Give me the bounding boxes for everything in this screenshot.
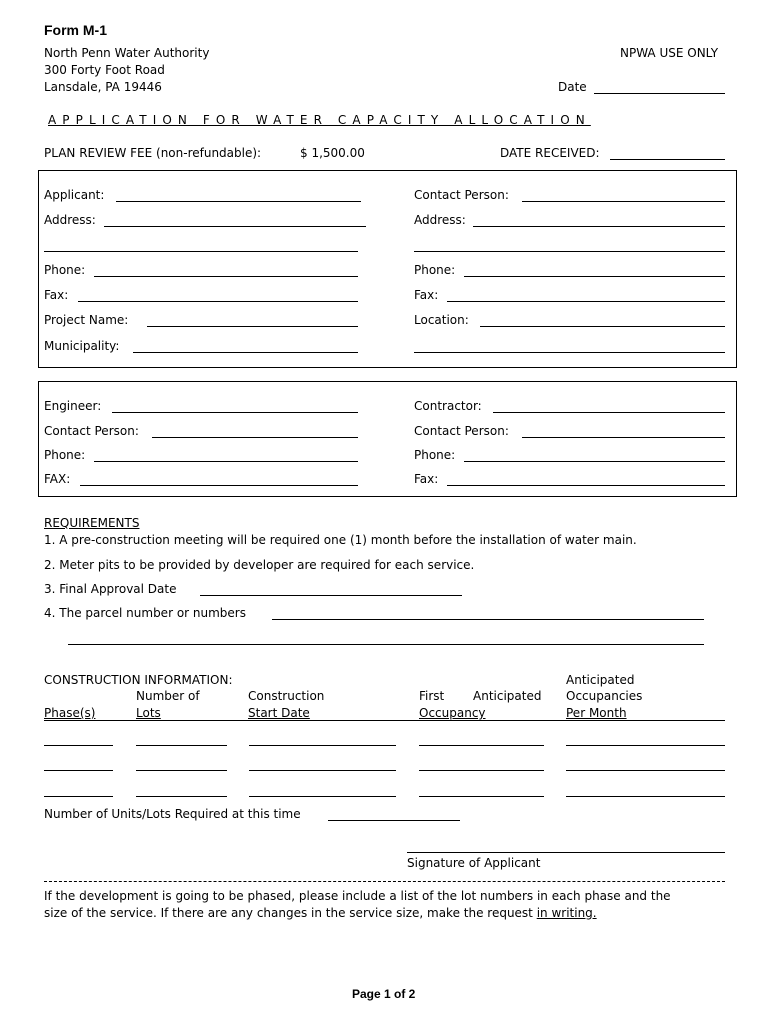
engineer-field[interactable]	[112, 412, 358, 413]
applicant-label: Applicant:	[44, 188, 105, 202]
occupancies-field-2[interactable]	[566, 770, 725, 771]
note-line1: If the development is going to be phased, please include a list of the lot numbers in each phase and the	[44, 889, 671, 903]
col-occ-line3: Per Month	[566, 706, 627, 720]
contractor-label: Contractor:	[414, 399, 482, 413]
parcel-number-field-2[interactable]	[68, 644, 704, 645]
parcel-number-field[interactable]	[272, 619, 704, 620]
use-only-label: NPWA USE ONLY	[620, 46, 719, 60]
col-start-line2: Start Date	[248, 706, 310, 720]
units-required-label: Number of Units/Lots Required at this time	[44, 807, 301, 821]
location-label: Location:	[414, 313, 469, 327]
final-approval-date-field[interactable]	[200, 595, 462, 596]
fax-field[interactable]	[78, 301, 358, 302]
col-first-line2: Anticipated	[473, 689, 542, 703]
municipality-label: Municipality:	[44, 339, 120, 353]
contact-address-field-2[interactable]	[414, 251, 725, 252]
page-number: Page 1 of 2	[352, 987, 416, 1001]
location-field[interactable]	[480, 326, 725, 327]
form-id: Form M-1	[44, 22, 107, 38]
requirements-heading: REQUIREMENTS	[44, 516, 140, 530]
contact-person-label: Contact Person:	[414, 188, 509, 202]
requirement-item-1: 1. A pre-construction meeting will be required one (1) month before the installation of water main.	[44, 533, 637, 547]
municipality-field[interactable]	[133, 352, 358, 353]
col-lots-line2: Lots	[136, 706, 161, 720]
construction-header-rule	[44, 720, 725, 721]
location-field-2[interactable]	[414, 352, 725, 353]
requirement-item-3: 3. Final Approval Date	[44, 582, 177, 596]
signature-label: Signature of Applicant	[407, 856, 541, 870]
lots-field-2[interactable]	[136, 770, 227, 771]
fee-label: PLAN REVIEW FEE (non-refundable):	[44, 146, 262, 160]
contact-phone-label: Phone:	[414, 263, 456, 277]
project-name-label: Project Name:	[44, 313, 129, 327]
col-first-line3: Occupancy	[419, 706, 486, 720]
contact-address-label: Address:	[414, 213, 466, 227]
signature-field[interactable]	[407, 852, 725, 853]
phone-label: Phone:	[44, 263, 86, 277]
engineer-phone-label: Phone:	[44, 448, 86, 462]
contractor-phone-label: Phone:	[414, 448, 456, 462]
col-phase: Phase(s)	[44, 706, 96, 720]
engineer-phone-field[interactable]	[94, 461, 358, 462]
contractor-contact-field[interactable]	[522, 437, 725, 438]
phase-field-1[interactable]	[44, 745, 113, 746]
contractor-fax-label: Fax:	[414, 472, 439, 486]
engineer-label: Engineer:	[44, 399, 102, 413]
engineer-contact-label: Contact Person:	[44, 424, 139, 438]
phase-field-3[interactable]	[44, 796, 113, 797]
col-first-line1: First	[419, 689, 445, 703]
contractor-fax-field[interactable]	[447, 485, 725, 486]
start-date-field-3[interactable]	[249, 796, 396, 797]
contact-person-field[interactable]	[522, 201, 725, 202]
start-date-field-1[interactable]	[249, 745, 396, 746]
engineer-box	[38, 381, 737, 497]
first-occupancy-field-1[interactable]	[419, 745, 544, 746]
note-line2-text: size of the service. If there are any changes in the service size, make the request	[44, 906, 537, 920]
date-label: Date	[558, 80, 587, 94]
org-address-line2: Lansdale, PA 19446	[44, 80, 162, 94]
lots-field-1[interactable]	[136, 745, 227, 746]
col-occ-line2: Occupancies	[566, 689, 643, 703]
phase-field-2[interactable]	[44, 770, 113, 771]
date-field[interactable]	[594, 93, 725, 94]
requirement-item-2: 2. Meter pits to be provided by developer are required for each service.	[44, 558, 475, 572]
address-label: Address:	[44, 213, 96, 227]
contractor-contact-label: Contact Person:	[414, 424, 509, 438]
page-title: APPLICATION FOR WATER CAPACITY ALLOCATION	[48, 113, 591, 127]
contact-phone-field[interactable]	[464, 276, 725, 277]
occupancies-field-1[interactable]	[566, 745, 725, 746]
requirement-item-4: 4. The parcel number or numbers	[44, 606, 246, 620]
units-required-field[interactable]	[328, 820, 460, 821]
contact-fax-label: Fax:	[414, 288, 439, 302]
fax-label: Fax:	[44, 288, 69, 302]
org-name: North Penn Water Authority	[44, 46, 210, 60]
project-name-field[interactable]	[147, 326, 358, 327]
col-start-line1: Construction	[248, 689, 325, 703]
address-field-2[interactable]	[44, 251, 358, 252]
start-date-field-2[interactable]	[249, 770, 396, 771]
date-received-field[interactable]	[610, 159, 725, 160]
note-in-writing: in writing.	[536, 906, 597, 920]
contractor-field[interactable]	[493, 412, 725, 413]
engineer-fax-label: FAX:	[44, 472, 71, 486]
dashed-divider	[44, 881, 725, 882]
lots-field-3[interactable]	[136, 796, 227, 797]
phone-field[interactable]	[94, 276, 358, 277]
col-occ-line1: Anticipated	[566, 673, 635, 687]
contact-address-field[interactable]	[473, 226, 725, 227]
fee-amount: $ 1,500.00	[300, 146, 365, 160]
first-occupancy-field-2[interactable]	[419, 770, 544, 771]
date-received-label: DATE RECEIVED:	[500, 146, 600, 160]
applicant-field[interactable]	[116, 201, 361, 202]
contact-fax-field[interactable]	[447, 301, 725, 302]
occupancies-field-3[interactable]	[566, 796, 725, 797]
construction-heading: CONSTRUCTION INFORMATION:	[44, 673, 233, 687]
applicant-box	[38, 170, 737, 368]
address-field[interactable]	[104, 226, 366, 227]
note-line2	[44, 906, 597, 920]
contractor-phone-field[interactable]	[464, 461, 725, 462]
org-address-line1: 300 Forty Foot Road	[44, 63, 165, 77]
engineer-fax-field[interactable]	[80, 485, 358, 486]
col-lots-line1: Number of	[136, 689, 200, 703]
engineer-contact-field[interactable]	[152, 437, 358, 438]
first-occupancy-field-3[interactable]	[419, 796, 544, 797]
